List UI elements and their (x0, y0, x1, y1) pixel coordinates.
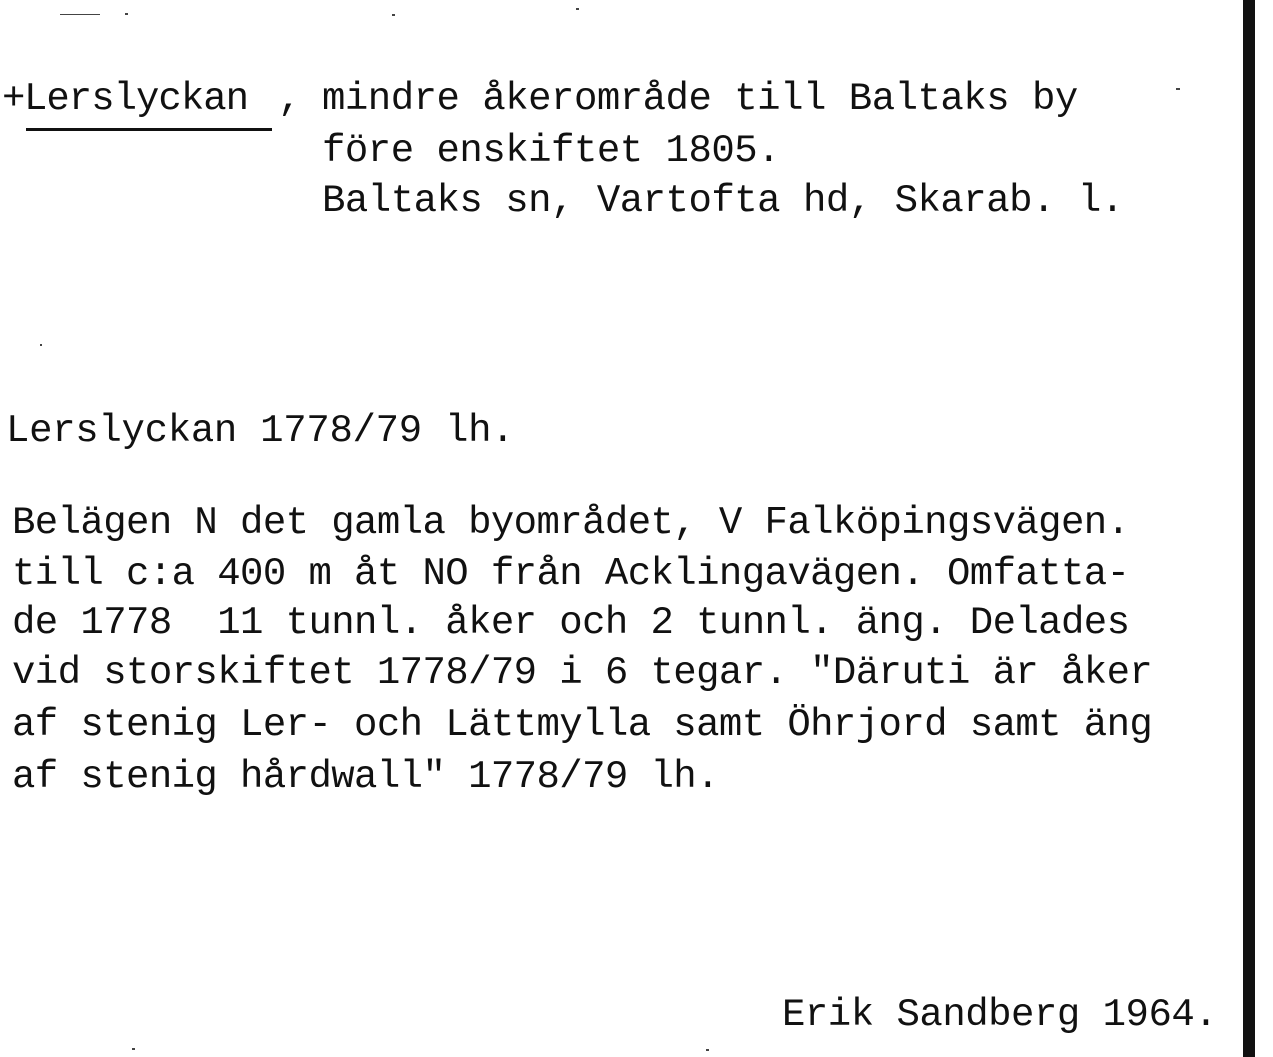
body-line-2: till c:a 400 m åt NO från Acklingavägen. Omfatta- (12, 552, 1130, 596)
scan-speck (125, 13, 128, 15)
headword-prefix: + (2, 77, 26, 121)
source-line: Lerslyckan 1778/79 lh. (6, 409, 515, 453)
body-line-5: af stenig Ler- och Lättmylla samt Öhrjord samt äng (12, 703, 1153, 747)
description-line-1: mindre åkerområde till Baltaks by (322, 77, 1078, 121)
parish-line: Baltaks sn, Vartofta hd, Skarab. l. (322, 179, 1124, 223)
scan-speck (392, 14, 395, 16)
scan-speck (132, 1048, 135, 1050)
signature: Erik Sandberg 1964. (782, 993, 1218, 1037)
body-line-1: Belägen N det gamla byområdet, V Falköpingsvägen. (12, 501, 1130, 545)
scan-speck (60, 14, 100, 15)
headword-comma: , (278, 77, 302, 121)
scan-speck (40, 344, 42, 346)
scan-speck (576, 8, 579, 10)
scan-speck (706, 1049, 709, 1051)
body-line-4: vid storskiftet 1778/79 i 6 tegar. "Däruti är åker (12, 651, 1153, 695)
description-line-2: före enskiftet 1805. (322, 129, 781, 173)
headword-underline (26, 128, 272, 131)
body-line-3: de 1778 11 tunnl. åker och 2 tunnl. äng. Delades (12, 601, 1130, 645)
card-edge-bar (1243, 0, 1255, 1057)
headword: Lerslyckan (24, 77, 249, 121)
body-line-6: af stenig hårdwall" 1778/79 lh. (12, 755, 719, 799)
scan-speck (1176, 88, 1180, 90)
